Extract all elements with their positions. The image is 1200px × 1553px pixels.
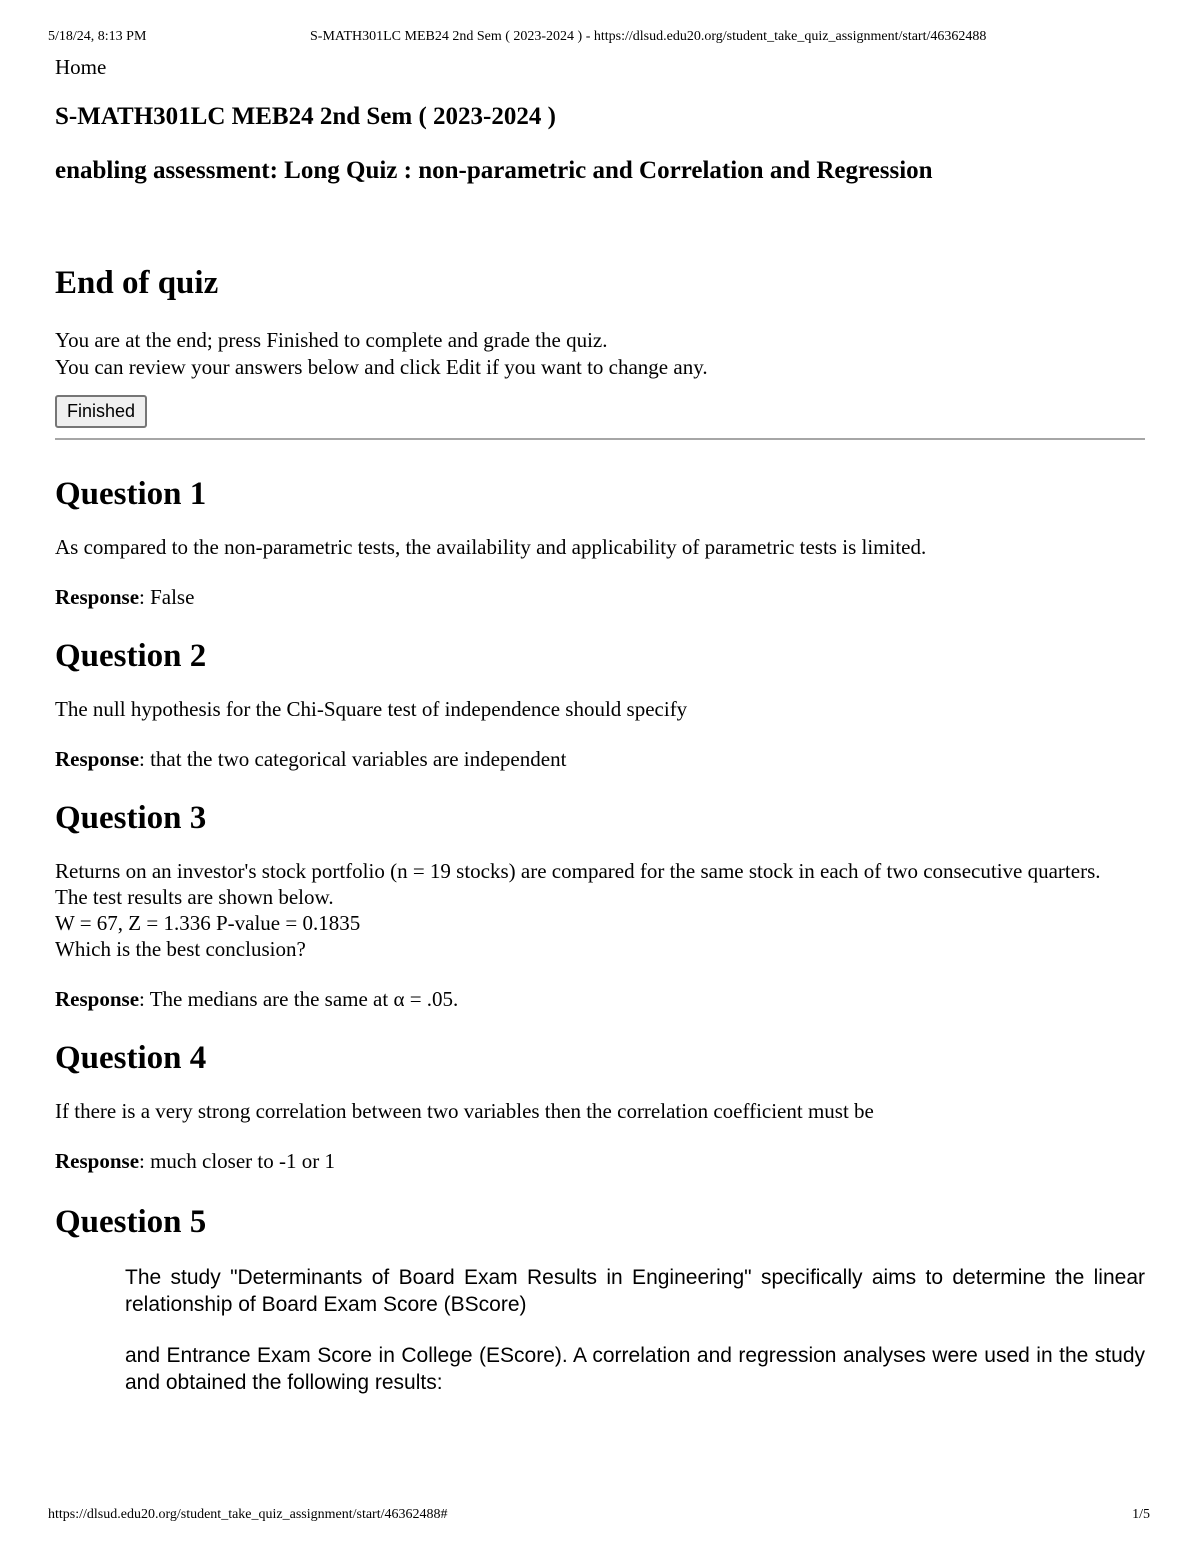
end-instruction-line-1: You are at the end; press Finished to complete and grade the quiz. [55, 328, 608, 352]
end-of-quiz-heading: End of quiz [55, 265, 219, 301]
question-3-text-line: W = 67, Z = 1.336 P-value = 0.1835 [55, 911, 361, 935]
question-1-text: As compared to the non-parametric tests, the availability and applicability of parametric tests is limited. [55, 535, 927, 559]
question-2-title: Question 2 [55, 638, 207, 674]
question-5-text [125, 1264, 1145, 1396]
quiz-title: enabling assessment: Long Quiz : non-parametric and Correlation and Regression [55, 157, 933, 184]
divider [55, 438, 1145, 440]
question-3-title: Question 3 [55, 800, 207, 836]
print-footer-url: https://dlsud.edu20.org/student_take_quiz_assignment/start/46362488# [48, 1507, 448, 1522]
response-label: Response [55, 747, 140, 771]
finished-button[interactable]: Finished [55, 395, 147, 428]
question-4-response [55, 1148, 1145, 1174]
question-2 [55, 636, 1145, 772]
question-5-paragraph: and Entrance Exam Score in College (EScore). A correlation and regression analyses were used in the study and obtained the following results: [125, 1344, 1145, 1394]
response-label: Response [55, 987, 140, 1011]
end-instruction-line-2: You can review your answers below and click Edit if you want to change any. [55, 355, 708, 379]
print-header [48, 29, 1152, 47]
response-value: : The medians are the same at α = .05. [139, 987, 459, 1011]
question-1-title: Question 1 [55, 476, 207, 512]
end-of-quiz-instructions [55, 327, 1145, 381]
question-1 [55, 474, 1145, 610]
course-title: S-MATH301LC MEB24 2nd Sem ( 2023-2024 ) [55, 103, 556, 130]
question-1-response [55, 584, 1145, 610]
question-3-text [55, 858, 1145, 962]
home-link[interactable]: Home [55, 55, 107, 79]
question-5-title: Question 5 [55, 1204, 207, 1240]
question-3-text-line: Returns on an investor's stock portfolio (n = 19 stocks) are compared for the same stock in each of two consecutive quarters. [55, 859, 1101, 883]
response-value: : much closer to -1 or 1 [139, 1149, 335, 1173]
print-page-number: 1/5 [1132, 1507, 1150, 1522]
print-datetime: 5/18/24, 8:13 PM [48, 29, 147, 44]
question-4 [55, 1038, 1145, 1174]
question-5-paragraph: The study "Determinants of Board Exam Results in Engineering" specifically aims to determine the linear relationship of Board Exam Score (BScore) [125, 1266, 1145, 1316]
response-value: : False [139, 585, 195, 609]
question-2-response [55, 746, 1145, 772]
response-label: Response [55, 585, 140, 609]
question-4-text: If there is a very strong correlation between two variables then the correlation coefficient must be [55, 1099, 874, 1123]
print-footer [48, 1507, 1152, 1525]
question-3 [55, 798, 1145, 1012]
question-3-text-line: Which is the best conclusion? [55, 937, 306, 961]
question-3-response [55, 986, 1145, 1012]
response-label: Response [55, 1149, 140, 1173]
question-4-title: Question 4 [55, 1040, 207, 1076]
question-3-text-line: The test results are shown below. [55, 885, 334, 909]
main-content [55, 54, 1145, 1396]
question-2-text: The null hypothesis for the Chi-Square test of independence should specify [55, 697, 688, 721]
response-value: : that the two categorical variables are independent [139, 747, 567, 771]
question-5 [55, 1202, 1145, 1396]
print-page-title: S-MATH301LC MEB24 2nd Sem ( 2023-2024 ) - https://dlsud.edu20.org/student_take_quiz_assignment/start/46362488 [310, 29, 987, 44]
